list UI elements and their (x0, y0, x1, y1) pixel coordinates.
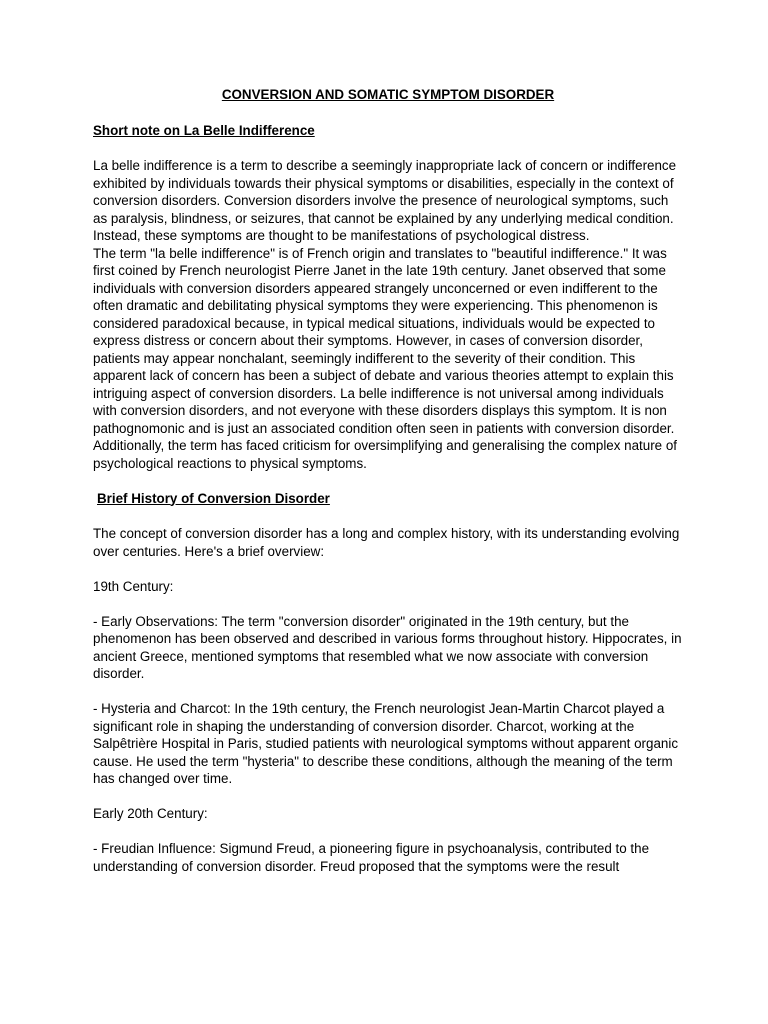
spacer (93, 683, 683, 701)
spacer (93, 560, 683, 578)
paragraph-origin: The term "la belle indifference" is of French origin and translates to "beautiful indifference." It was first coined by French neurologist Pierre Janet in the late 19th century. Janet observed that some individuals with conversion disorders appeared strangely unconcerned or even indifferent to the often dramatic and debilitating physical symptoms they were experiencing. This phenomenon is considered paradoxical because, in typical medical situations, individuals would be expected to express distress or concern about their symptoms. However, in cases of conversion disorder, patients may appear nonchalant, seemingly indifferent to the severity of their condition. This apparent lack of concern has been a subject of debate and various theories attempt to explain this intriguing aspect of conversion disorders. La belle indifference is not universal among individuals with conversion disorders, and not everyone with these disorders displays this symptom. It is non pathognomonic and is just an associated condition often seen in patients with conversion disorder. Additionally, the term has faced criticism for oversimplifying and generalising the complex nature of psychological reactions to physical symptoms. (93, 245, 678, 471)
document-page (93, 86, 683, 875)
section-heading-history: Brief History of Conversion Disorder (97, 490, 330, 506)
paragraph-history-intro: The concept of conversion disorder has a long and complex history, with its understanding evolving over centuries. Here's a brief overview: (93, 526, 680, 559)
section-heading-la-belle-indifference: Short note on La Belle Indifference (93, 122, 315, 138)
era-label-19th-century: 19th Century: (93, 578, 174, 594)
document-title: CONVERSION AND SOMATIC SYMPTOM DISORDER (221, 87, 555, 102)
spacer (93, 472, 683, 490)
list-item-freudian-influence: - Freudian Influence: Sigmund Freud, a pioneering figure in psychoanalysis, contributed to the understanding of conversion disorder. Freud proposed that the symptoms were the result (93, 841, 650, 874)
spacer (93, 788, 683, 806)
list-item-early-observations: - Early Observations: The term "conversion disorder" originated in the 19th century, but the phenomenon has been observed and described in various forms throughout history. Hippocrates, in ancient Greece, mentioned symptoms that resembled what we now associate with conversion disorder. (93, 613, 682, 681)
spacer (93, 595, 683, 613)
paragraph-definition: La belle indifference is a term to describe a seemingly inappropriate lack of concern or indifference exhibited by individuals towards their physical symptoms or disabilities, especially in the context of conversion disorders. Conversion disorders involve the presence of neurological symptoms, such as paralysis, blindness, or seizures, that cannot be explained by any underlying medical condition. Instead, these symptoms are thought to be manifestations of psychological distress. (93, 158, 677, 243)
spacer (93, 823, 683, 841)
era-label-early-20th-century: Early 20th Century: (93, 806, 208, 821)
list-item-hysteria-charcot: - Hysteria and Charcot: In the 19th century, the French neurologist Jean-Martin Charcot played a significant role in shaping the understanding of conversion disorder. Charcot, working at the Salpêtrière Hospital in Paris, studied patients with neurological symptoms without apparent organic cause. He used the term "hysteria" to describe these conditions, although the meaning of the term has changed over time. (93, 701, 679, 786)
